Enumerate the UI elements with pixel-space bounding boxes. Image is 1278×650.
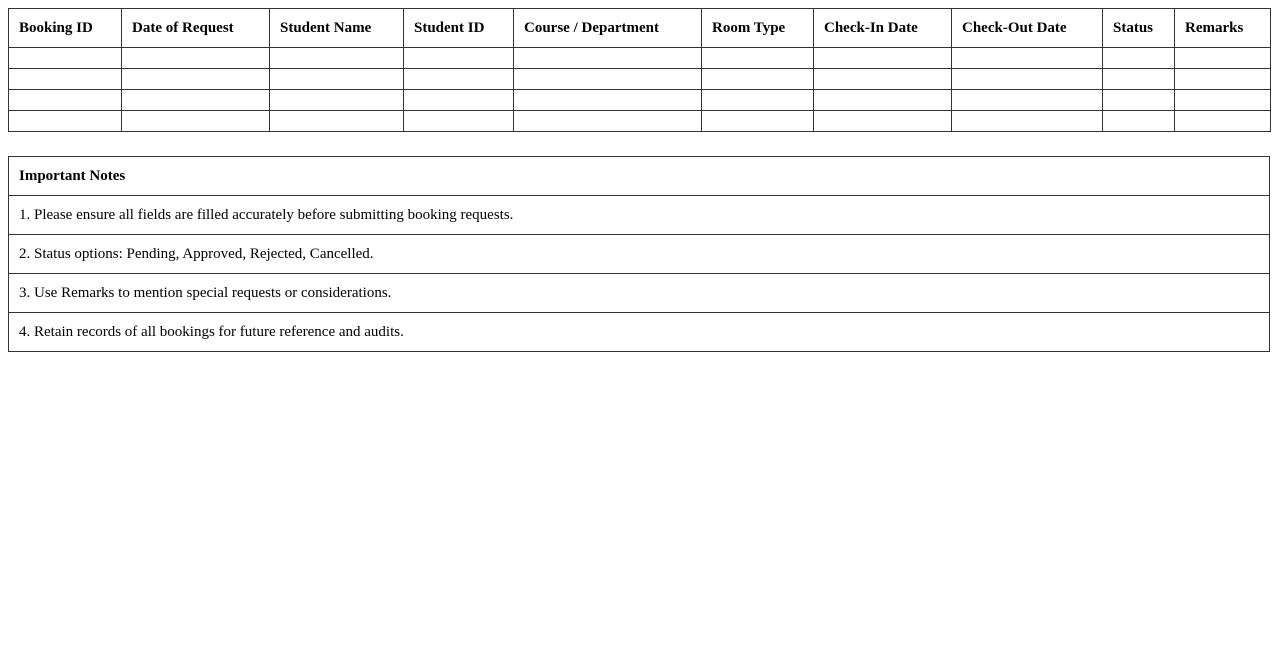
table-cell[interactable] bbox=[9, 69, 122, 90]
table-cell[interactable] bbox=[952, 90, 1103, 111]
table-row bbox=[9, 111, 1271, 132]
column-header-status: Status bbox=[1103, 9, 1175, 48]
note-item: 1. Please ensure all fields are filled accurately before submitting booking requests. bbox=[9, 196, 1270, 235]
table-cell[interactable] bbox=[702, 69, 814, 90]
important-notes-table bbox=[8, 156, 1270, 352]
column-header-booking-id: Booking ID bbox=[9, 9, 122, 48]
table-cell[interactable] bbox=[9, 90, 122, 111]
column-header-check-in-date: Check-In Date bbox=[814, 9, 952, 48]
table-cell[interactable] bbox=[404, 48, 514, 69]
table-cell[interactable] bbox=[952, 69, 1103, 90]
table-cell[interactable] bbox=[1175, 90, 1271, 111]
table-cell[interactable] bbox=[1175, 48, 1271, 69]
table-cell[interactable] bbox=[514, 111, 702, 132]
table-cell[interactable] bbox=[514, 90, 702, 111]
table-cell[interactable] bbox=[1103, 69, 1175, 90]
table-cell[interactable] bbox=[1103, 48, 1175, 69]
table-cell[interactable] bbox=[1103, 90, 1175, 111]
column-header-student-name: Student Name bbox=[270, 9, 404, 48]
table-cell[interactable] bbox=[1103, 111, 1175, 132]
booking-table bbox=[8, 8, 1271, 132]
table-cell[interactable] bbox=[514, 48, 702, 69]
table-cell[interactable] bbox=[702, 111, 814, 132]
column-header-check-out-date: Check-Out Date bbox=[952, 9, 1103, 48]
table-row bbox=[9, 48, 1271, 69]
note-row bbox=[9, 274, 1270, 313]
table-cell[interactable] bbox=[514, 69, 702, 90]
table-cell[interactable] bbox=[404, 69, 514, 90]
column-header-student-id: Student ID bbox=[404, 9, 514, 48]
table-cell[interactable] bbox=[404, 111, 514, 132]
table-cell[interactable] bbox=[9, 48, 122, 69]
table-cell[interactable] bbox=[1175, 69, 1271, 90]
table-cell[interactable] bbox=[122, 48, 270, 69]
column-header-date-of-request: Date of Request bbox=[122, 9, 270, 48]
table-cell[interactable] bbox=[270, 90, 404, 111]
notes-title-row bbox=[9, 157, 1270, 196]
table-cell[interactable] bbox=[952, 48, 1103, 69]
table-cell[interactable] bbox=[1175, 111, 1271, 132]
column-header-room-type: Room Type bbox=[702, 9, 814, 48]
table-cell[interactable] bbox=[122, 69, 270, 90]
table-row bbox=[9, 69, 1271, 90]
table-cell[interactable] bbox=[952, 111, 1103, 132]
table-cell[interactable] bbox=[270, 111, 404, 132]
table-row bbox=[9, 90, 1271, 111]
note-row bbox=[9, 196, 1270, 235]
table-cell[interactable] bbox=[9, 111, 122, 132]
table-cell[interactable] bbox=[814, 111, 952, 132]
table-cell[interactable] bbox=[122, 90, 270, 111]
booking-table-header bbox=[9, 9, 1271, 48]
table-cell[interactable] bbox=[270, 69, 404, 90]
column-header-remarks: Remarks bbox=[1175, 9, 1271, 48]
table-cell[interactable] bbox=[814, 90, 952, 111]
table-cell[interactable] bbox=[270, 48, 404, 69]
table-cell[interactable] bbox=[404, 90, 514, 111]
note-item: 2. Status options: Pending, Approved, Rejected, Cancelled. bbox=[9, 235, 1270, 274]
table-cell[interactable] bbox=[702, 90, 814, 111]
note-row bbox=[9, 313, 1270, 352]
note-item: 3. Use Remarks to mention special requests or considerations. bbox=[9, 274, 1270, 313]
booking-table-body bbox=[9, 48, 1271, 132]
note-item: 4. Retain records of all bookings for future reference and audits. bbox=[9, 313, 1270, 352]
table-cell[interactable] bbox=[814, 48, 952, 69]
table-cell[interactable] bbox=[122, 111, 270, 132]
notes-title: Important Notes bbox=[9, 157, 1270, 196]
column-header-course-department: Course / Department bbox=[514, 9, 702, 48]
table-cell[interactable] bbox=[702, 48, 814, 69]
note-row bbox=[9, 235, 1270, 274]
table-cell[interactable] bbox=[814, 69, 952, 90]
